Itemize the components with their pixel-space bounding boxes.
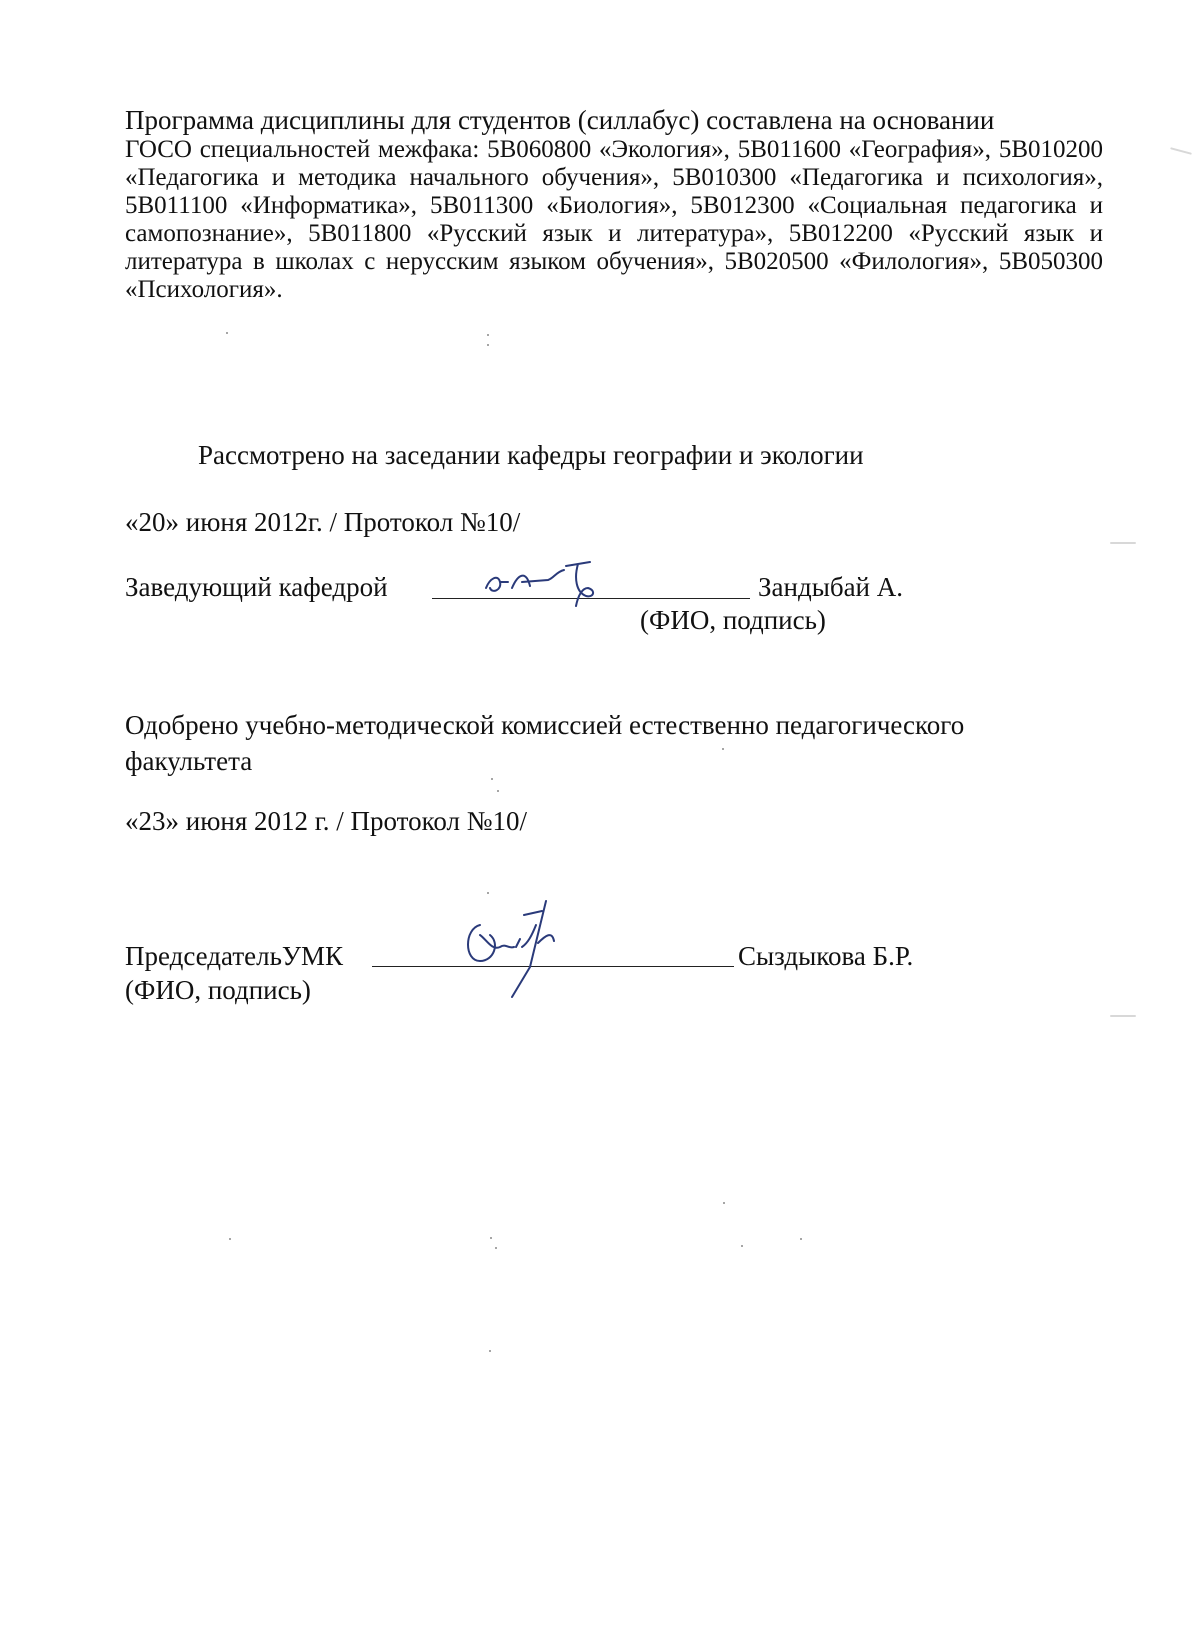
- scan-speck: [229, 1238, 231, 1240]
- commission-chair-signature: [450, 895, 590, 1005]
- scan-speck: [741, 1245, 743, 1247]
- commission-chair-label: ПредседательУМК: [125, 941, 344, 971]
- commission-approval-title: Одобрено учебно-методической комиссией естественно педагогического факультета: [125, 710, 965, 776]
- scan-speck: [226, 332, 228, 334]
- scan-speck: [487, 344, 489, 346]
- department-fio-caption: (ФИО, подпись): [640, 605, 826, 635]
- syllabus-specialties-text: ГОСО специальностей межфака: 5В060800 «Экология», 5В011600 «География», 5В010200 «Педагогика и методика начального обучения», 5В010300 «Педагогика и психология», 5В011100 «Информатика», 5В011300 «Биология», 5В012300 «Социальная педагогика и самопознание», 5В011800 «Русский язык и литература», 5В012200 «Русский язык и литература в школах с нерусским языком обучения», 5В020500 «Филология», 5В050300 «Психология».: [125, 136, 1103, 303]
- department-head-signature: [478, 552, 618, 614]
- commission-chair-name: Сыздыкова Б.Р.: [738, 941, 914, 971]
- scan-edge-mark: [1110, 1015, 1136, 1017]
- department-head-name: Зандыбай А.: [758, 572, 904, 602]
- scan-speck: [490, 1237, 492, 1239]
- scan-speck: [487, 334, 489, 336]
- scan-edge-mark: [1170, 147, 1192, 155]
- scan-speck: [723, 1202, 725, 1204]
- scan-speck: [491, 778, 493, 780]
- syllabus-basis-paragraph: [125, 104, 1103, 304]
- scan-speck: [489, 1350, 491, 1352]
- commission-approval-date-protocol: «23» июня 2012 г. / Протокол №10/: [125, 806, 527, 836]
- scan-edge-mark: [1110, 542, 1136, 544]
- scan-speck: [800, 1238, 802, 1240]
- department-review-date-protocol: «20» июня 2012г. / Протокол №10/: [125, 507, 521, 537]
- syllabus-basis-lead: Программа дисциплины для студентов (силлабус) составлена на основании: [125, 105, 995, 135]
- commission-fio-caption: (ФИО, подпись): [125, 975, 311, 1005]
- scan-speck: [487, 892, 489, 894]
- department-head-label: Заведующий кафедрой: [125, 572, 388, 602]
- scan-speck: [722, 748, 724, 750]
- scan-speck: [497, 790, 499, 792]
- department-review-title: Рассмотрено на заседании кафедры географии и экологии: [198, 440, 864, 470]
- scan-speck: [495, 1247, 497, 1249]
